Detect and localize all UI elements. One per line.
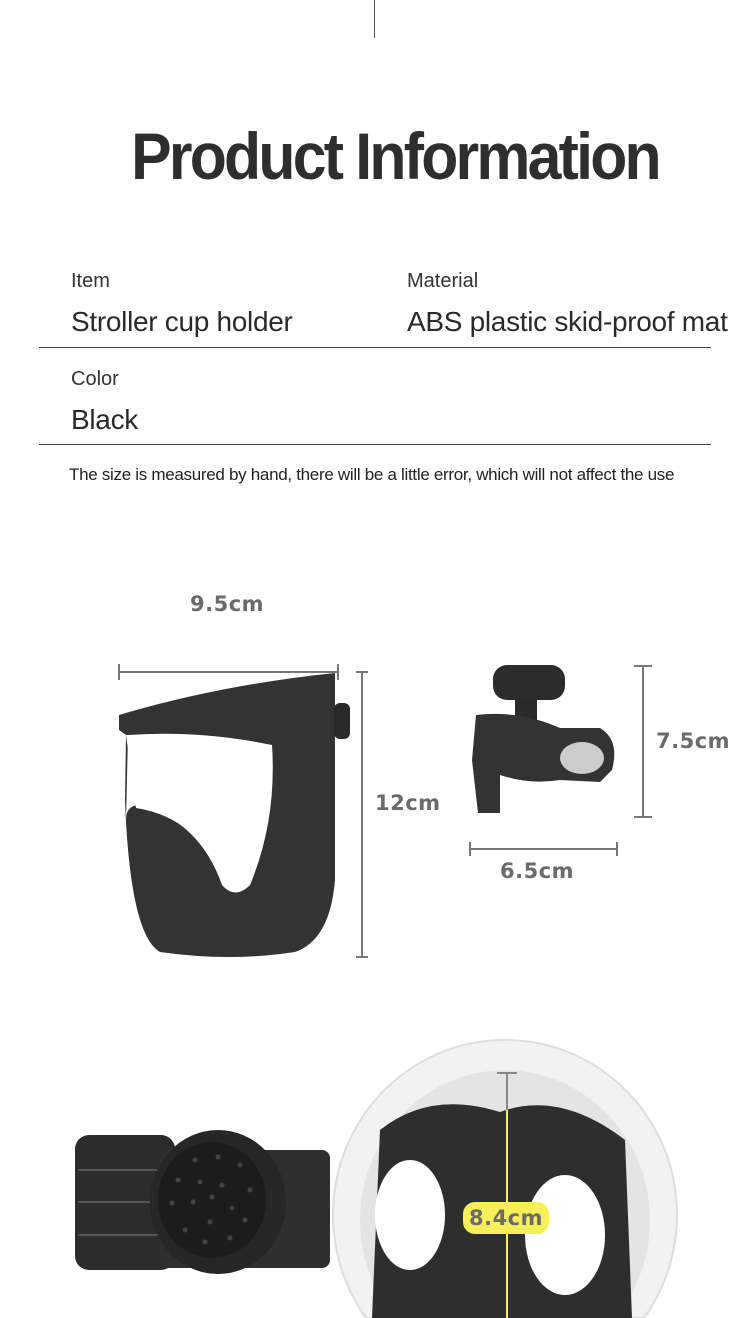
spec-value-item: Stroller cup holder <box>71 306 293 337</box>
cup-holder-top-view-image <box>0 1030 750 1318</box>
dimension-clamp-width: 6.5cm <box>500 859 575 883</box>
spec-divider <box>39 444 711 445</box>
dimension-clamp-height: 7.5cm <box>656 729 731 753</box>
top-divider <box>374 0 375 38</box>
measurement-note: The size is measured by hand, there will be a little error, which will not affect the use <box>69 465 675 484</box>
page-title: Product Information <box>131 119 659 193</box>
dimension-cup-width: 9.5cm <box>190 592 265 616</box>
dimension-inner-diameter: 8.4cm <box>463 1202 549 1234</box>
spec-value-color: Black <box>71 404 138 435</box>
cup-holder-image <box>0 560 750 980</box>
spec-label-color: Color <box>71 368 119 390</box>
spec-value-material: ABS plastic skid-proof mat <box>407 306 728 337</box>
spec-label-item: Item <box>71 270 110 292</box>
spec-divider <box>39 347 711 348</box>
dimension-cup-height: 12cm <box>375 791 441 815</box>
spec-label-material: Material <box>407 270 479 292</box>
